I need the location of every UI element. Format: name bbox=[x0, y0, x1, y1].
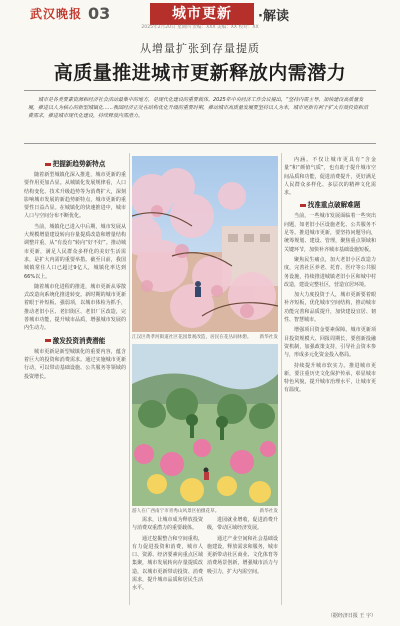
section-subhead: 找准重点破解难题 bbox=[284, 199, 376, 209]
column-divider bbox=[281, 153, 282, 605]
article-abstract bbox=[24, 90, 376, 144]
section-subhead: 把握新趋势新特点 bbox=[24, 158, 126, 168]
caption-text: 江汉区黄孝河街道社区花园景观改造，居民在花丛间休憩。 bbox=[132, 335, 252, 340]
body-paragraph: 增强项目资金要素保障。城市更新项目投资规模大、回报周期长，要创新投融资机制，加强政策支持，引导社会资本参与，形成多元化资金投入格局。 bbox=[284, 327, 376, 359]
body-paragraph: 持续提升城市软实力。推进城市更新，要注重历史文化保护传承，彰显城市特色风貌，提升城市治理水平，让城市更有温度。 bbox=[284, 362, 376, 394]
paper-name: 武汉晚报 bbox=[30, 7, 83, 21]
body-paragraph: 随着新型城镇化深入推进，城市更新的重要作用更加凸显。从城镇化发展规律看，人口结构变化、技术升级趋势等为消费扩大，深刻影响城市发展的新趋势新特点，城市更新的重要性日益凸显。在城镇化的快速推进中，城市人口与空间分布不断优化。 bbox=[24, 172, 126, 220]
section-subhead: 激发投资消费潜能 bbox=[24, 335, 126, 345]
masthead bbox=[0, 0, 400, 30]
body-paragraph: 需求，让城市成为释放投资与消费双重潜力的重要载体。 bbox=[132, 517, 203, 532]
body-paragraph: 城市更新是新型城镇化的重要内容，蕴含着巨大的投资和消费需求。通过实施城市更新行动，可以带动基础设施、公共服务等领域的投资增长。 bbox=[24, 348, 126, 380]
body-paragraph: 随着城市化进程的推进，城市更新从零散式改造向系统化推进转变。新时期的城市更新着眼于补短板、强弱项，以城市体检为抓手，推动老旧小区、老旧街区、老旧厂区改造，完善城市功能，提升城市品质，增强城市发展的内生动力。 bbox=[24, 283, 126, 332]
body-paragraph: 进园就业增收，促进消费升级，带动区域经济发展。 bbox=[207, 517, 278, 532]
body-paragraph: 通过挖掘整合和空间重构，有力促进投资和消费，城市人口、资源、经济要素向重点区域集聚，城市发展转向存量提质改造，以城市更新带动投资、消费需求，提升城市品质和居民生活水平。 bbox=[132, 535, 203, 592]
caption-credit: 新华社发 bbox=[259, 509, 278, 514]
article-headline: 高质量推进城市更新释放内需潜力 bbox=[53, 62, 347, 84]
right-column bbox=[284, 156, 376, 606]
article-kicker: 从增量扩张到存量提质 bbox=[140, 42, 260, 55]
body-paragraph: 内涵。不仅让城市更具有“含金量”和“颜值气质”，也有助于提升城市空间品质和功能，促进消费提升，更好满足人民群众多样化、多层次的精神文化需求。 bbox=[284, 157, 376, 197]
photo-flower-park bbox=[132, 156, 278, 332]
dateline: 2025年2月20日 星期四 责编：XXX 美编：XX 校对：XX bbox=[141, 25, 259, 30]
photo-caption bbox=[132, 334, 278, 340]
body-paragraph: 聚焦民生痛点，加大老旧小区改造力度，完善社区养老、托育、医疗等公共服务设施，持续推进城镇老旧小区和城中村改造，建设完整社区，营造宜居环境。 bbox=[284, 256, 376, 288]
caption-text: 游人在广西南宁市青秀山风景区拍摄花草。 bbox=[132, 509, 220, 514]
column-divider bbox=[129, 153, 130, 605]
middle-columns bbox=[132, 516, 278, 606]
page-number: 03 bbox=[88, 4, 111, 23]
photo-image bbox=[132, 344, 278, 506]
caption-credit: 新华社发 bbox=[259, 335, 278, 340]
section-suffix: ·解读 bbox=[258, 9, 289, 24]
body-paragraph: 通过产业空间和社会基础设施建设，释放需求和服务，城市更新带动社区商业、文化体育等消费场景创新，增强城市活力与吸引力，扩大内需空间。 bbox=[207, 535, 278, 575]
body-paragraph: 当前，一些城市发展面临着一些突出问题，如老旧小区设施老化、公共服务不足等。推进城市更新，要坚持问题导向，统筹规划、建设、管理，聚焦重点领域和关键环节，加快补齐城市基础设施短板。 bbox=[284, 213, 376, 253]
middle-column-a bbox=[132, 516, 203, 606]
left-column bbox=[24, 156, 126, 606]
photo-qingxiu-mountain bbox=[132, 344, 278, 506]
body-paragraph: 加大力度投资于人，城市更新要着眼补齐短板，优化城市空间结构，推动城市功能完善和品质提升，加快建设宜居、韧性、智慧城市。 bbox=[284, 292, 376, 324]
section-banner: 城市更新 bbox=[150, 3, 254, 25]
photo-image bbox=[132, 156, 278, 332]
body-paragraph: 当前，城镇化已进入中后期，城市发展从大规模增量建设转向存量提质改造和增量结构调整并重，从“有没有”转向“好不好”。推动城市更新，满足人民群众多样化的美好生活需求，是扩大内需的重要举措。截至目前，我国城镇常住人口已超过9亿人，城镇化率达到66%以上。 bbox=[24, 223, 126, 280]
middle-column-b bbox=[207, 516, 278, 606]
abstract-text: 城市是各类要素资源和经济社会活动最集中的地方，是现代化建设的重要载体。2025年中央经济工作会议提出，“坚持内需主导，加快建设高质量发展，推进以人为核心的新型城镇化……我国经济正处在结构优化升级的重要时期，推动城市高质量发展要坚持以人为本，城市更新有利于扩大有效投资和消费需求，推进城市现代化建设，持续释放内需潜力。 bbox=[28, 97, 369, 120]
photo-caption bbox=[132, 508, 278, 514]
footer-credit: （据经济日报 王 宇） bbox=[327, 613, 376, 619]
